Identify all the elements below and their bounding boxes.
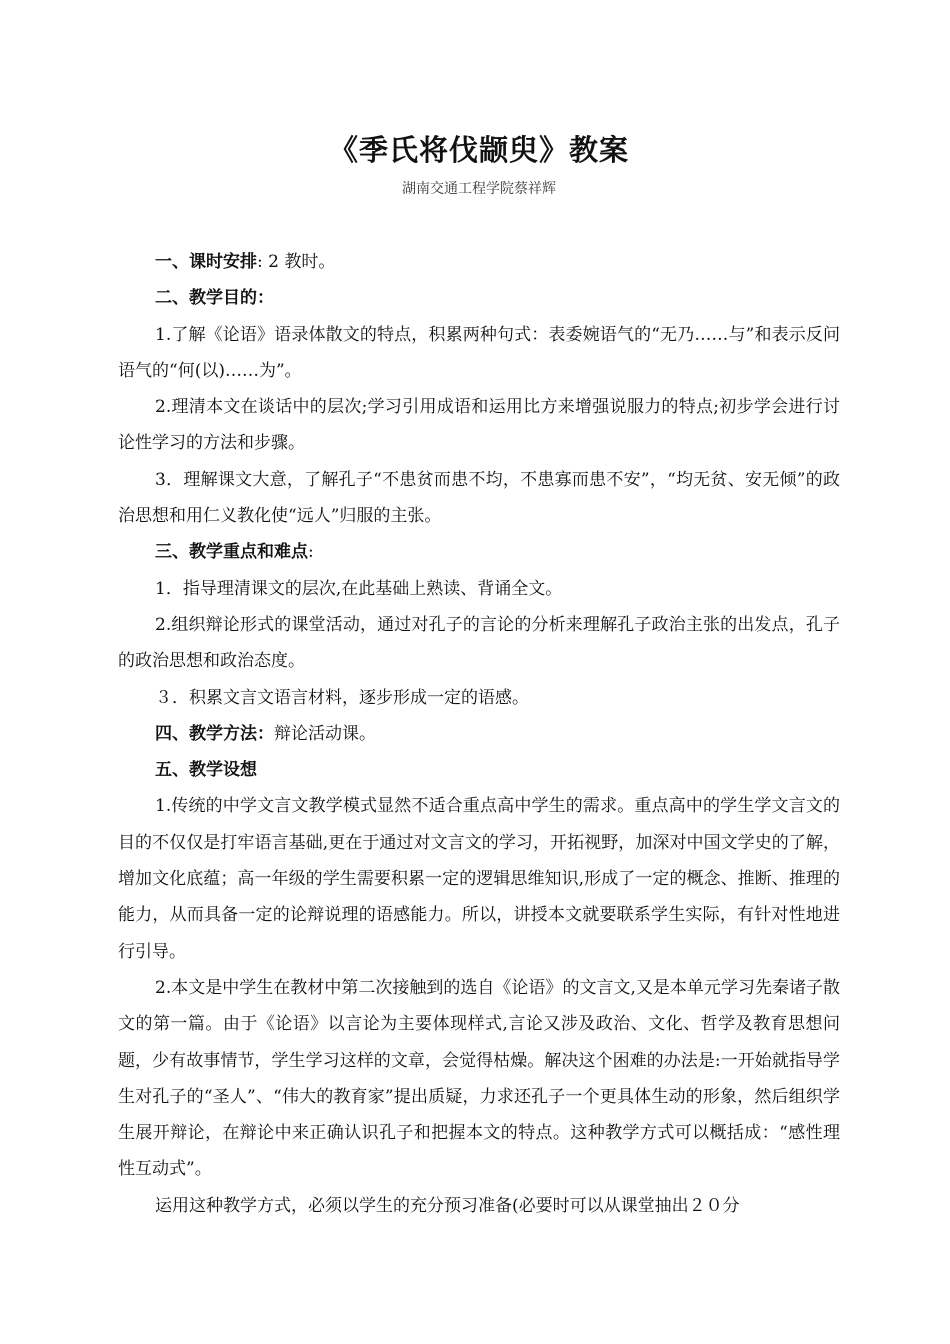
section-3-heading: 三、教学重点和难点 — [155, 542, 308, 563]
section-2-paragraph — [118, 280, 840, 316]
section-2-item-1: 1.了解《论语》语录体散文的特点，积累两种句式：表委婉语气的“无乃……与”和表示反问语气的“何(以)……为”。 — [118, 324, 840, 381]
document-author: 湖南交通工程学院蔡祥辉 — [402, 181, 556, 197]
section-1-text: : 2 教时。 — [257, 252, 336, 272]
section-4-paragraph — [118, 716, 840, 752]
section-4-text: 辩论活动课。 — [274, 723, 376, 744]
section-2-item-2: 2.理清本文在谈话中的层次;学习引用成语和运用比方来增强说服力的特点;初步学会进行讨论性学习的方法和步骤。 — [118, 397, 840, 454]
section-5-item-3: 运用这种教学方式，必须以学生的充分预习准备(必要时可以从课堂抽出２０分 — [155, 1195, 740, 1216]
document-title: 《季氏将伐颛臾》教案 — [328, 133, 629, 167]
section-5-item-2: 2.本文是中学生在教材中第二次接触到的选自《论语》的文言文,又是本单元学习先秦诸子散文的第一篇。由于《论语》以言论为主要体现样式,言论又涉及政治、文化、哲学及教育思想问题，少有故事情节，学生学习这样的文章，会觉得枯燥。解决这个困难的办法是:一开始就指导学生对孔子的“圣人”、“伟大的教育家”提出质疑，力求还孔子一个更具体生动的形象，然后组织学生展开辩论，在辩论中来正确认识孔子和把握本文的特点。这种教学方式可以概括成：“感性理性互动式”。 — [118, 977, 840, 1180]
section-3-text: : — [308, 542, 314, 563]
section-5-paragraph — [118, 752, 840, 788]
section-3-paragraph — [118, 534, 840, 570]
section-4-heading: 四、教学方法： — [155, 723, 274, 744]
section-3-item-1: 1．指导理清课文的层次,在此基础上熟读、背诵全文。 — [155, 578, 563, 599]
section-3-item-2: 2.组织辩论形式的课堂活动，通过对孔子的言论的分析来理解孔子政治主张的出发点，孔子的政治思想和政治态度。 — [118, 614, 840, 672]
section-1-heading: 一、课时安排 — [155, 252, 257, 272]
section-5-item-1: 1.传统的中学文言文教学模式显然不适合重点高中学生的需求。重点高中的学生学文言文的目的不仅仅是打牢语言基础,更在于通过对文言文的学习，开拓视野，加深对中国文学史的了解，增加文化底蕴；高一年级的学生需要积累一定的逻辑思维知识,形成了一定的概念、推断、推理的能力，从而具备一定的论辩说理的语感能力。所以，讲授本文就要联系学生实际，有针对性地进行引导。 — [118, 796, 840, 962]
document-body — [118, 244, 840, 1224]
section-2-item-3: 3．理解课文大意，了解孔子“不患贫而患不均，不患寡而患不安”，“均无贫、安无倾”的政治思想和用仁义教化使“远人”归服的主张。 — [118, 469, 840, 527]
section-2-heading: 二、教学目的： — [155, 288, 274, 309]
section-5-heading: 五、教学设想 — [155, 760, 257, 781]
section-3-item-3: ３．积累文言文语言材料，逐步形成一定的语感。 — [155, 687, 529, 708]
section-1-paragraph — [118, 244, 840, 280]
